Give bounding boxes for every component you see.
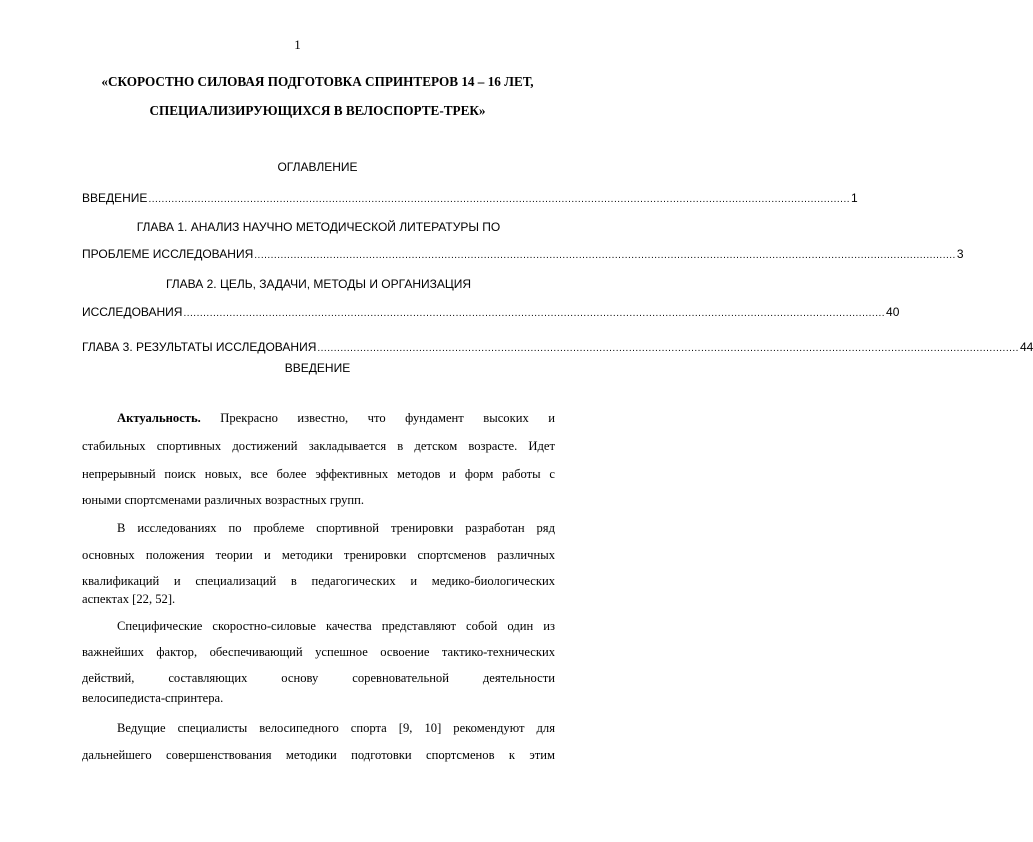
paragraph-3-line-2: важнейших фактор, обеспечивающий успешное освоение тактико-технических: [82, 645, 555, 659]
toc-leader-dots: ......................................................................................................................................................................................................................: [317, 343, 1019, 354]
paragraph-2-line-1: В исследованиях по проблеме спортивной тренировки разработан ряд: [117, 521, 555, 535]
toc-entry-chapter-2-line-1[interactable]: [82, 276, 555, 292]
paragraph-4-line-2: дальнейшего совершенствования методики подготовки спортсменов к этим: [82, 748, 555, 762]
toc-entry-label: ГЛАВА 1. АНАЛИЗ НАУЧНО МЕТОДИЧЕСКОЙ ЛИТЕРАТУРЫ ПО: [136, 220, 501, 234]
toc-entry-page: 44: [1019, 340, 1033, 354]
paragraph-2-line-4: аспектах [22, 52].: [82, 592, 176, 606]
toc-entry-label: ГЛАВА 3. РЕЗУЛЬТАТЫ ИССЛЕДОВАНИЯ: [82, 340, 317, 354]
toc-entry-label: ПРОБЛЕМЕ ИССЛЕДОВАНИЯ: [82, 247, 254, 261]
paragraph-3-line-3: действий, составляющих основу соревновательной деятельности: [82, 671, 555, 685]
toc-entry-chapter-3[interactable]: [82, 339, 1033, 357]
paragraph-3-line-1: Специфические скоростно-силовые качества представляют собой один из: [117, 619, 555, 633]
toc-entry-label: ВВЕДЕНИЕ: [82, 191, 148, 205]
toc-leader-dots: ......................................................................................................................................................................................................................: [254, 250, 956, 261]
paragraph-3-line-4: велосипедиста-спринтера.: [82, 691, 224, 705]
toc-entry-introduction[interactable]: [82, 190, 858, 208]
relevance-label: Актуальность.: [117, 411, 201, 425]
toc-entry-label: ГЛАВА 2. ЦЕЛЬ, ЗАДАЧИ, МЕТОДЫ И ОРГАНИЗАЦИЯ: [165, 277, 472, 291]
paragraph-2-line-3: квалификаций и специализаций в педагогических и медико-биологических: [82, 574, 555, 588]
page-number: 1: [294, 37, 301, 52]
paragraph-4-line-1: Ведущие специалисты велосипедного спорта [9, 10] рекомендуют для: [117, 721, 555, 735]
paragraph-text: Прекрасно известно, что фундамент высоких и: [200, 411, 555, 425]
paragraph-1-line-3: непрерывный поиск новых, все более эффективных методов и форм работы с: [82, 467, 555, 481]
document-title-line-1: «СКОРОСТНО СИЛОВАЯ ПОДГОТОВКА СПРИНТЕРОВ 14 – 16 ЛЕТ,: [101, 74, 534, 89]
toc-entry-chapter-1-line-1[interactable]: [82, 219, 555, 235]
paragraph-1-line-1: [82, 410, 555, 426]
toc-leader-dots: ......................................................................................................................................................................................................................: [148, 194, 850, 205]
paragraph-1-line-2: стабильных спортивных достижений закладывается в детском возрасте. Идет: [82, 439, 555, 453]
toc-entry-page: 3: [956, 247, 964, 261]
toc-leader-dots: ......................................................................................................................................................................................................................: [183, 308, 886, 319]
toc-entry-page: 40: [886, 305, 900, 319]
toc-heading: ОГЛАВЛЕНИЕ: [277, 160, 358, 174]
toc-entry-chapter-2-line-2[interactable]: [82, 304, 900, 322]
toc-entry-label: ИССЛЕДОВАНИЯ: [82, 305, 183, 319]
toc-entry-chapter-1-line-2[interactable]: [82, 246, 964, 264]
toc-entry-page: 1: [851, 191, 858, 205]
paragraph-2-line-2: основных положения теории и методики тренировки спортсменов различных: [82, 548, 555, 562]
paragraph-1-line-4: юными спортсменами различных возрастных групп.: [82, 493, 365, 507]
document-title-line-2: СПЕЦИАЛИЗИРУЮЩИХСЯ В ВЕЛОСПОРТЕ-ТРЕК»: [149, 103, 486, 118]
section-heading-introduction: ВВЕДЕНИЕ: [284, 361, 351, 375]
